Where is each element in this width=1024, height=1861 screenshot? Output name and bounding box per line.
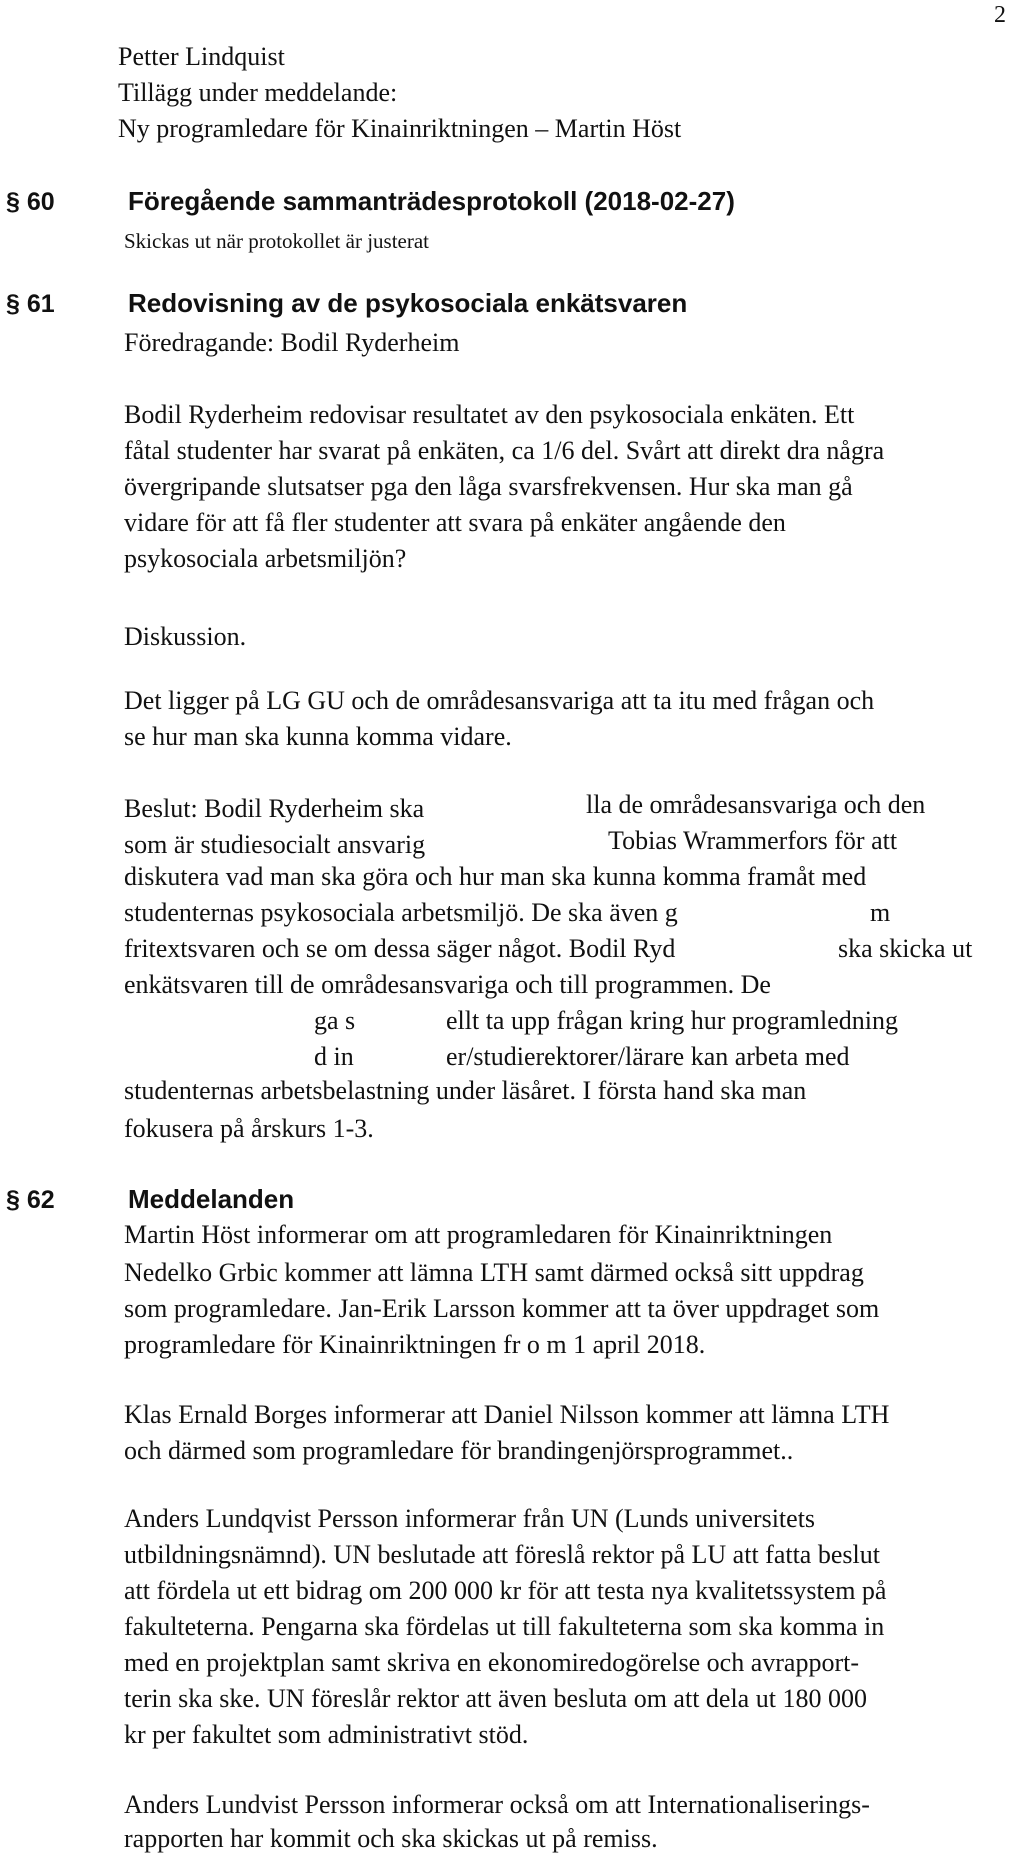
decision-line: fokusera på årskurs 1-3. [124,1114,374,1143]
decision-line: m [870,898,891,927]
section-title-62: Meddelanden [128,1184,295,1214]
section-presenter-61: Föredragande: Bodil Ryderheim [124,328,460,357]
section-marker-60: § 60 [6,188,55,216]
paragraph-line: Diskussion. [124,622,247,651]
decision-line: d in [314,1042,354,1071]
section-title-60: Föregående sammanträdesprotokoll (2018-02-27) [128,186,735,216]
decision-line: diskutera vad man ska göra och hur man ska kunna komma framåt med [124,862,867,891]
decision-line: som är studiesocialt ansvarig [124,830,426,859]
intro-line: Petter Lindquist [118,42,285,71]
decision-line: fritextsvaren och se om dessa säger något. Bodil Ryd [124,934,676,963]
decision-line: lla de områdesansvariga och den [586,790,926,819]
paragraph-line: med en projektplan samt skriva en ekonomiredogörelse och avrapport- [124,1648,859,1677]
paragraph-line: Nedelko Grbic kommer att lämna LTH samt därmed också sitt uppdrag [124,1258,864,1287]
paragraph-line: Bodil Ryderheim redovisar resultatet av den psykosociala enkäten. Ett [124,400,855,429]
paragraph-line: fakulteterna. Pengarna ska fördelas ut till fakulteterna som ska komma in [124,1612,885,1641]
decision-line: ska skicka ut [838,934,973,963]
paragraph-line: fåtal studenter har svarat på enkäten, ca 1/6 del. Svårt att direkt dra några [124,436,885,465]
paragraph-line: programledare för Kinainriktningen fr o m 1 april 2018. [124,1330,706,1359]
paragraph-line: utbildningsnämnd). UN beslutade att föreslå rektor på LU att fatta beslut [124,1540,880,1569]
paragraph-line: som programledare. Jan-Erik Larsson kommer att ta över uppdraget som [124,1294,880,1323]
paragraph-line: psykosociala arbetsmiljön? [124,544,407,573]
page-number: 2 [994,2,1006,28]
intro-line: Tillägg under meddelande: [118,78,398,107]
paragraph-line: vidare för att få fler studenter att svara på enkäter angående den [124,508,786,537]
paragraph-line: och därmed som programledare för brandingenjörsprogrammet.. [124,1436,794,1465]
paragraph-line: Det ligger på LG GU och de områdesansvariga att ta itu med frågan och [124,686,875,715]
section-marker-61: § 61 [6,290,55,318]
decision-line: Beslut: Bodil Ryderheim ska [124,794,425,823]
paragraph-line: rapporten har kommit och ska skickas ut på remiss. [124,1824,658,1853]
decision-line: er/studierektorer/lärare kan arbeta med [446,1042,850,1071]
paragraph-line: Klas Ernald Borges informerar att Daniel Nilsson kommer att lämna LTH [124,1400,890,1429]
decision-line: studenternas psykosociala arbetsmiljö. De ska även g [124,898,678,927]
section-title-61: Redovisning av de psykosociala enkätsvaren [128,288,688,318]
section-marker-62: § 62 [6,1186,55,1214]
paragraph-line: terin ska ske. UN föreslår rektor att även besluta om att dela ut 180 000 [124,1684,867,1713]
decision-line: ellt ta upp frågan kring hur programledning [446,1006,898,1035]
paragraph-line: Martin Höst informerar om att programledaren för Kinainriktningen [124,1220,833,1249]
section-note-60: Skickas ut när protokollet är justerat [124,229,430,253]
paragraph-line: kr per fakultet som administrativt stöd. [124,1720,529,1749]
paragraph-line: övergripande slutsatser pga den låga svarsfrekvensen. Hur ska man gå [124,472,853,501]
decision-line: ga s [314,1006,356,1035]
decision-line: studenternas arbetsbelastning under läsåret. I första hand ska man [124,1076,807,1105]
decision-line: Tobias Wrammerfors för att [608,826,898,855]
paragraph-line: att fördela ut ett bidrag om 200 000 kr för att testa nya kvalitetssystem på [124,1576,887,1605]
intro-line: Ny programledare för Kinainriktningen – Martin Höst [118,114,682,143]
decision-line: enkätsvaren till de områdesansvariga och till programmen. De [124,970,771,999]
paragraph-line: se hur man ska kunna komma vidare. [124,722,512,751]
paragraph-line: Anders Lundqvist Persson informerar från UN (Lunds universitets [124,1504,816,1533]
paragraph-line: Anders Lundvist Persson informerar också om att Internationaliserings- [124,1790,870,1819]
